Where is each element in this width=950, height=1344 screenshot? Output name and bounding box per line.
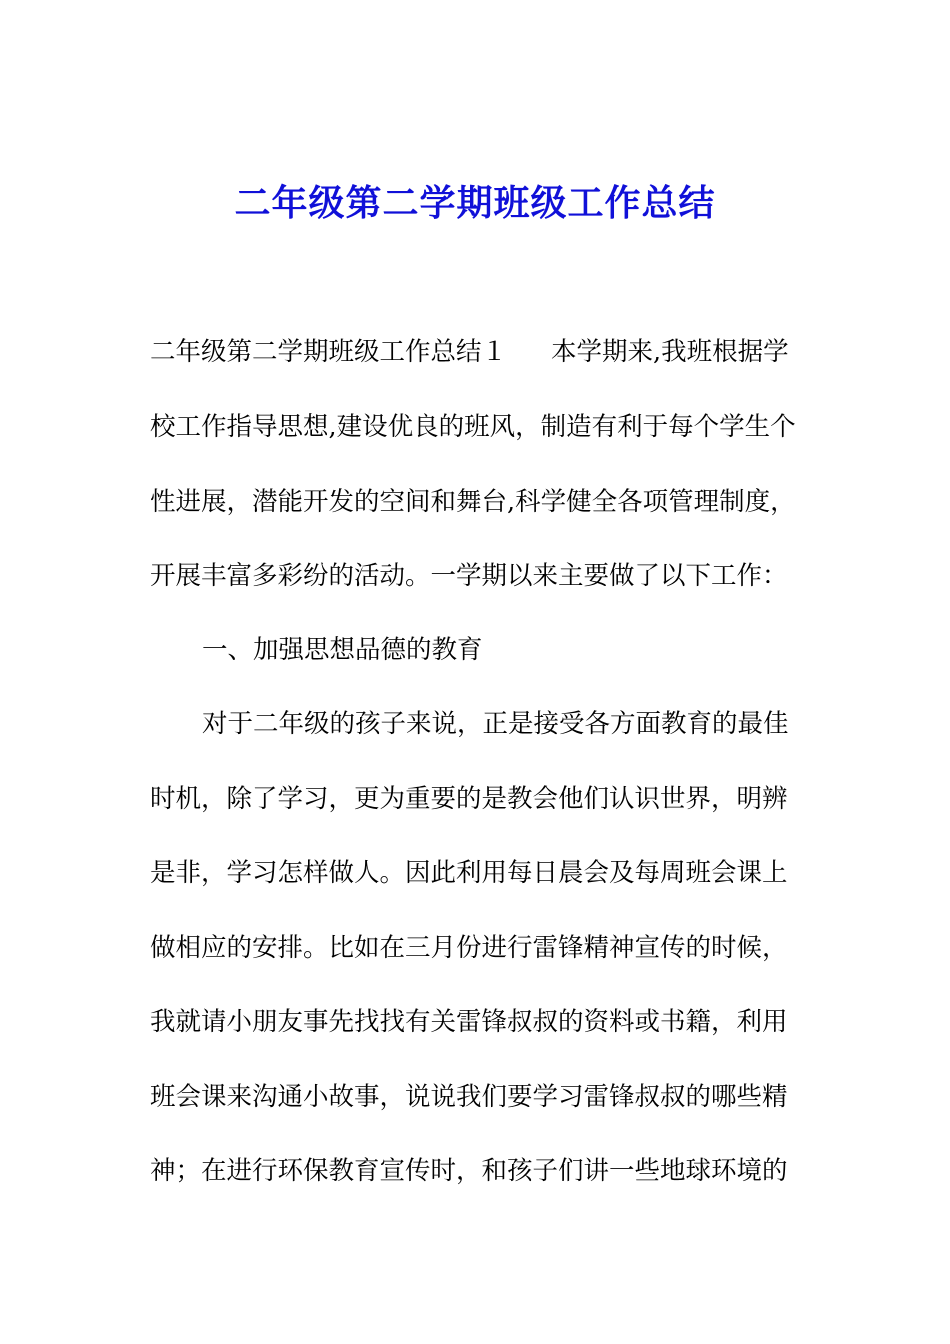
paragraph-2-line-5: 我就请小朋友事先找找有关雷锋叔叔的资料或书籍，利用 <box>150 1007 788 1037</box>
document-title: 二年级第二学期班级工作总结 <box>234 183 716 224</box>
section-heading-inline: 二年级第二学期班级工作总结１ <box>150 337 508 367</box>
paragraph-1-line-1 <box>150 334 810 370</box>
paragraph-2-line-4: 做相应的安排。比如在三月份进行雷锋精神宣传的时候， <box>150 933 788 963</box>
paragraph-2-line-7: 神；在进行环保教育宣传时，和孩子们讲一些地球环境的 <box>150 1156 788 1186</box>
paragraph-1-line-4: 开展丰富多彩纷的活动。一学期以来主要做了以下工作： <box>150 561 788 591</box>
paragraph-2-line-2: 时机，除了学习，更为重要的是教会他们认识世界，明辨 <box>150 784 788 814</box>
paragraph-2-line-3: 是非，学习怎样做人。因此利用每日晨会及每周班会课上 <box>150 858 788 888</box>
paragraph-1-line-3: 性进展，潜能开发的空间和舞台,科学健全各项管理制度， <box>150 487 796 517</box>
paragraph-2-line-6: 班会课来沟通小故事，说说我们要学习雷锋叔叔的哪些精 <box>150 1082 788 1112</box>
section-heading-1: 一、加强思想品德的教育 <box>202 635 483 665</box>
paragraph-2-line-1: 对于二年级的孩子来说，正是接受各方面教育的最佳 <box>202 709 789 739</box>
paragraph-1-line-2: 校工作指导思想,建设优良的班风，制造有利于每个学生个 <box>150 412 796 442</box>
paragraph-1-text-start: 本学期来,我班根据学 <box>551 337 789 367</box>
